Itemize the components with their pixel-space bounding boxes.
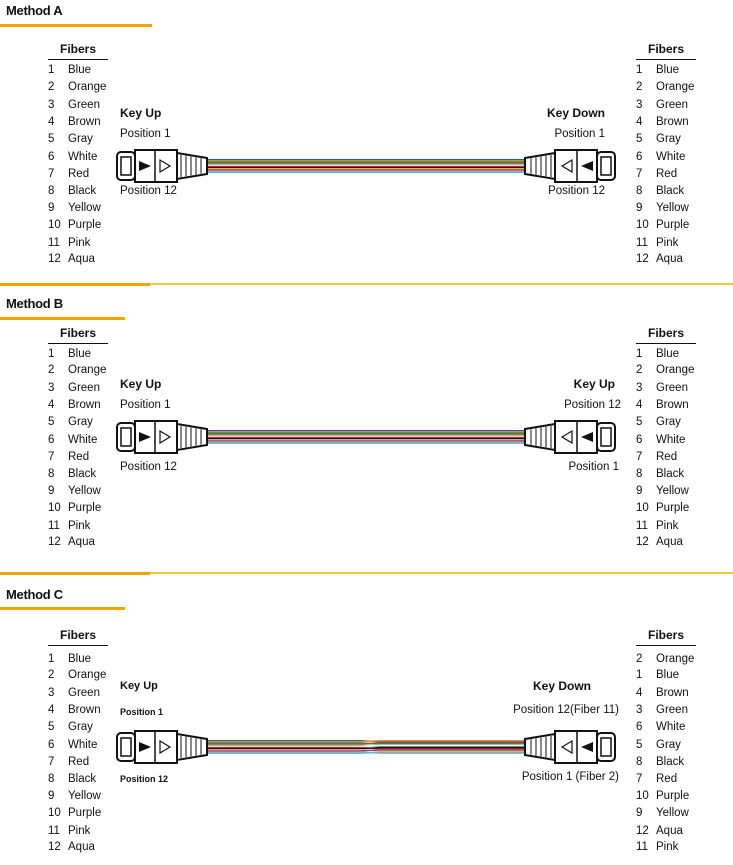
fiber-color: Blue <box>656 64 680 76</box>
fiber-row <box>636 237 678 249</box>
mpo-connector <box>525 421 615 453</box>
fiber-row <box>48 841 95 853</box>
fiber-row <box>636 202 689 214</box>
fiber-color: Black <box>68 468 97 480</box>
fiber-row <box>636 520 678 532</box>
right-key-label: Key Down <box>546 106 605 120</box>
fiber-color: White <box>68 434 98 446</box>
mpo-cable-diagram <box>0 136 733 196</box>
left-position-bottom: Position 12 <box>120 461 177 473</box>
fiber-color: White <box>68 151 98 163</box>
header-underline <box>636 645 696 646</box>
fiber-number: 4 <box>636 399 643 411</box>
fiber-color: Orange <box>656 653 695 665</box>
fiber-row <box>48 485 101 497</box>
fiber-number: 9 <box>48 485 55 497</box>
fiber-color: Black <box>68 773 97 785</box>
fiber-row <box>636 502 689 514</box>
fiber-color: Red <box>68 756 90 768</box>
fiber-color: Purple <box>68 219 102 231</box>
fiber-row <box>636 348 679 360</box>
connector-ferrule-face <box>601 157 611 175</box>
fiber-color: Red <box>68 168 90 180</box>
mpo-connector <box>525 150 615 182</box>
connector-ferrule-face <box>121 157 131 175</box>
title-accent-bar <box>0 24 152 27</box>
fiber-row <box>636 807 689 819</box>
fiber-color: Aqua <box>68 536 95 548</box>
left-key-label: Key Up <box>120 106 162 120</box>
header-underline <box>636 59 696 60</box>
mpo-connector <box>117 150 207 182</box>
fiber-number: 11 <box>48 237 60 249</box>
section-divider-accent <box>0 283 150 286</box>
fiber-color: Red <box>656 773 678 785</box>
fiber-row <box>636 704 688 716</box>
header-underline <box>48 59 108 60</box>
fiber-number: 11 <box>636 237 648 249</box>
fiber-color: Orange <box>656 81 695 93</box>
fiber-color: Green <box>656 704 688 716</box>
section-divider-accent <box>0 572 150 575</box>
fiber-color: Aqua <box>68 841 95 853</box>
right-key-label: Key Down <box>532 679 591 693</box>
fiber-number: 4 <box>636 687 643 699</box>
fiber-row <box>636 841 678 853</box>
fiber-number: 8 <box>48 773 55 785</box>
header-underline <box>48 645 108 646</box>
fiber-number: 2 <box>636 81 643 93</box>
fiber-number: 11 <box>48 520 60 532</box>
right-position-bottom: Position 12 <box>548 185 605 197</box>
fibers-header: Fibers <box>60 42 97 56</box>
fiber-number: 1 <box>636 64 643 76</box>
fiber-row <box>636 468 684 480</box>
fiber-row <box>636 64 679 76</box>
fiber-row <box>48 704 101 716</box>
fiber-number: 3 <box>48 382 55 394</box>
fiber-number: 8 <box>48 468 55 480</box>
fiber-number: 2 <box>48 81 55 93</box>
fiber-color: White <box>656 721 686 733</box>
fiber-color: Gray <box>656 739 681 751</box>
fiber-row <box>48 219 101 231</box>
fiber-row <box>48 468 96 480</box>
fiber-row <box>48 116 101 128</box>
fiber-color: Yellow <box>68 202 101 214</box>
fiber-number: 3 <box>636 99 643 111</box>
fiber-row <box>48 653 91 665</box>
fiber-color: White <box>68 739 98 751</box>
fiber-color: Black <box>656 756 685 768</box>
right-position-bottom: Position 1 <box>568 461 619 473</box>
fiber-color: Yellow <box>656 485 689 497</box>
fiber-number: 1 <box>48 348 55 360</box>
left-position-bottom: Position 12 <box>120 774 169 784</box>
fiber-number: 5 <box>636 739 643 751</box>
fiber-color: Red <box>656 451 678 463</box>
fibers-header: Fibers <box>60 326 97 340</box>
fiber-color: Brown <box>68 704 101 716</box>
fiber-color: Gray <box>68 721 93 733</box>
fiber-number: 1 <box>48 653 55 665</box>
fiber-row <box>636 81 694 93</box>
title-accent-bar <box>0 607 125 610</box>
fiber-number: 4 <box>48 399 55 411</box>
fiber-number: 12 <box>48 841 61 853</box>
fiber-row <box>636 219 689 231</box>
fiber-row <box>48 790 101 802</box>
fiber-number: 8 <box>636 185 643 197</box>
fiber-color: Brown <box>68 116 101 128</box>
fiber-row <box>48 382 100 394</box>
fiber-color: Purple <box>68 807 102 819</box>
fiber-color: Blue <box>68 64 92 76</box>
fiber-color: Blue <box>68 653 92 665</box>
mpo-connector <box>117 731 207 763</box>
fiber-row <box>48 99 100 111</box>
connector-ferrule-face <box>601 428 611 446</box>
fibers-header: Fibers <box>648 326 685 340</box>
fiber-row <box>636 687 689 699</box>
fiber-row <box>48 348 91 360</box>
fiber-number: 1 <box>48 64 55 76</box>
fiber-number: 11 <box>48 825 60 837</box>
fiber-row <box>636 364 694 376</box>
fiber-row <box>48 669 106 681</box>
fiber-number: 12 <box>636 825 649 837</box>
fiber-number: 10 <box>48 807 61 819</box>
fiber-number: 4 <box>636 116 643 128</box>
right-position-top: Position 12(Fiber 11) <box>513 704 619 716</box>
fiber-color: White <box>656 434 686 446</box>
fiber-row <box>48 807 101 819</box>
header-underline <box>48 343 108 344</box>
mpo-connector <box>525 731 615 763</box>
mpo-cable-diagram <box>0 717 733 777</box>
fiber-color: Pink <box>68 520 91 532</box>
fiber-color: Green <box>656 99 688 111</box>
fiber-number: 8 <box>48 185 55 197</box>
fiber-number: 9 <box>636 202 643 214</box>
fiber-color: Pink <box>656 520 679 532</box>
fiber-row <box>48 364 106 376</box>
fiber-number: 10 <box>636 219 649 231</box>
fiber-number: 2 <box>48 364 55 376</box>
fiber-number: 3 <box>636 382 643 394</box>
fiber-color: Black <box>656 185 685 197</box>
fiber-number: 2 <box>636 653 643 665</box>
fiber-number: 3 <box>48 687 55 699</box>
title-accent-bar <box>0 317 125 320</box>
fiber-number: 9 <box>48 202 55 214</box>
fiber-number: 5 <box>636 133 643 145</box>
mpo-cable-diagram <box>0 407 733 467</box>
fiber-number: 5 <box>636 416 643 428</box>
fiber-row <box>636 825 683 837</box>
fiber-color: Yellow <box>656 807 689 819</box>
fiber-color: Pink <box>68 825 91 837</box>
fiber-color: Brown <box>656 687 689 699</box>
fiber-row <box>48 536 95 548</box>
fiber-color: Orange <box>68 669 107 681</box>
fiber-number: 9 <box>636 485 643 497</box>
fiber-row <box>48 237 90 249</box>
method-a-section <box>0 0 733 285</box>
method-title: Method A <box>6 3 63 18</box>
fiber-color: Yellow <box>656 202 689 214</box>
fiber-number: 1 <box>636 348 643 360</box>
fiber-color: Gray <box>656 133 681 145</box>
fiber-row <box>636 669 679 681</box>
fiber-color: Green <box>68 687 100 699</box>
fiber-number: 12 <box>48 536 61 548</box>
fiber-color: Aqua <box>656 536 683 548</box>
left-position-bottom: Position 12 <box>120 185 177 197</box>
fiber-number: 4 <box>48 116 55 128</box>
connector-ferrule-face <box>601 738 611 756</box>
mpo-connector <box>117 421 207 453</box>
fiber-number: 6 <box>48 434 55 446</box>
right-key-label: Key Up <box>573 377 615 391</box>
fiber-number: 8 <box>636 756 643 768</box>
fiber-number: 4 <box>48 704 55 716</box>
fiber-number: 2 <box>636 364 643 376</box>
fiber-number: 12 <box>636 253 649 265</box>
fiber-color: Purple <box>656 219 690 231</box>
fiber-number: 6 <box>636 434 643 446</box>
fiber-row <box>48 202 101 214</box>
fiber-number: 12 <box>636 536 649 548</box>
fiber-color: Purple <box>68 502 102 514</box>
fiber-color: White <box>656 151 686 163</box>
fiber-number: 7 <box>48 756 55 768</box>
fiber-color: Blue <box>656 348 680 360</box>
fiber-color: Green <box>68 99 100 111</box>
fiber-number: 3 <box>636 704 643 716</box>
fiber-number: 10 <box>48 219 61 231</box>
fiber-number: 5 <box>48 721 55 733</box>
fiber-row <box>48 502 101 514</box>
fiber-row <box>48 253 95 265</box>
fiber-color: Blue <box>656 669 680 681</box>
fiber-color: Brown <box>68 399 101 411</box>
left-key-label: Key Up <box>120 680 158 692</box>
fiber-row <box>636 116 689 128</box>
right-position-top: Position 12 <box>564 399 621 411</box>
fiber-row <box>636 382 688 394</box>
fiber-color: Black <box>656 468 685 480</box>
method-title: Method B <box>6 296 63 311</box>
fiber-row <box>636 653 694 665</box>
fiber-number: 1 <box>636 669 643 681</box>
fiber-row <box>48 520 90 532</box>
fiber-number: 10 <box>48 502 61 514</box>
left-position-top: Position 1 <box>120 128 171 140</box>
left-position-top: Position 1 <box>120 399 171 411</box>
fibers-header: Fibers <box>648 628 685 642</box>
fiber-number: 7 <box>636 773 643 785</box>
fiber-color: Aqua <box>656 825 683 837</box>
fiber-row <box>48 687 100 699</box>
fiber-number: 7 <box>48 168 55 180</box>
fiber-number: 10 <box>636 790 649 802</box>
fiber-number: 8 <box>636 468 643 480</box>
fiber-color: Gray <box>68 133 93 145</box>
fiber-number: 9 <box>48 790 55 802</box>
fiber-number: 11 <box>636 841 648 853</box>
fiber-color: Orange <box>68 364 107 376</box>
fiber-color: Purple <box>656 502 690 514</box>
fiber-number: 7 <box>636 451 643 463</box>
fiber-color: Aqua <box>656 253 683 265</box>
fiber-color: Blue <box>68 348 92 360</box>
fiber-row <box>636 99 688 111</box>
fiber-number: 6 <box>636 151 643 163</box>
right-position-top: Position 1 <box>554 128 605 140</box>
fiber-number: 7 <box>48 451 55 463</box>
fiber-color: Aqua <box>68 253 95 265</box>
fiber-row <box>636 485 689 497</box>
fiber-row <box>48 81 106 93</box>
fiber-color: Pink <box>656 841 679 853</box>
fiber-number: 7 <box>636 168 643 180</box>
fiber-number: 5 <box>48 416 55 428</box>
fiber-number: 3 <box>48 99 55 111</box>
fiber-color: Pink <box>656 237 679 249</box>
fiber-row <box>636 790 689 802</box>
fiber-row <box>636 536 683 548</box>
fiber-color: Orange <box>68 81 107 93</box>
fiber-number: 6 <box>48 739 55 751</box>
fiber-row <box>48 825 90 837</box>
fiber-color: Orange <box>656 364 695 376</box>
fiber-number: 12 <box>48 253 61 265</box>
left-key-label: Key Up <box>120 377 162 391</box>
fiber-color: Red <box>656 168 678 180</box>
method-title: Method C <box>6 587 63 602</box>
fiber-color: Brown <box>656 399 689 411</box>
fiber-number: 6 <box>636 721 643 733</box>
left-position-top: Position 1 <box>120 707 164 717</box>
fiber-color: Gray <box>68 416 93 428</box>
fiber-color: Black <box>68 185 97 197</box>
fiber-number: 6 <box>48 151 55 163</box>
fiber-number: 2 <box>48 669 55 681</box>
fiber-color: Yellow <box>68 485 101 497</box>
fiber-number: 9 <box>636 807 643 819</box>
fiber-color: Green <box>68 382 100 394</box>
fiber-color: Yellow <box>68 790 101 802</box>
fiber-number: 10 <box>636 502 649 514</box>
fiber-number: 11 <box>636 520 648 532</box>
fiber-color: Purple <box>656 790 690 802</box>
fiber-color: Brown <box>656 116 689 128</box>
connector-ferrule-face <box>121 738 131 756</box>
fiber-color: Red <box>68 451 90 463</box>
fiber-row <box>636 253 683 265</box>
fibers-header: Fibers <box>648 42 685 56</box>
fiber-color: Gray <box>656 416 681 428</box>
fiber-color: Green <box>656 382 688 394</box>
header-underline <box>636 343 696 344</box>
right-position-bottom: Position 1 (Fiber 2) <box>521 771 619 783</box>
fiber-row <box>48 64 91 76</box>
fibers-header: Fibers <box>60 628 97 642</box>
fiber-number: 5 <box>48 133 55 145</box>
fiber-color: Pink <box>68 237 91 249</box>
connector-ferrule-face <box>121 428 131 446</box>
